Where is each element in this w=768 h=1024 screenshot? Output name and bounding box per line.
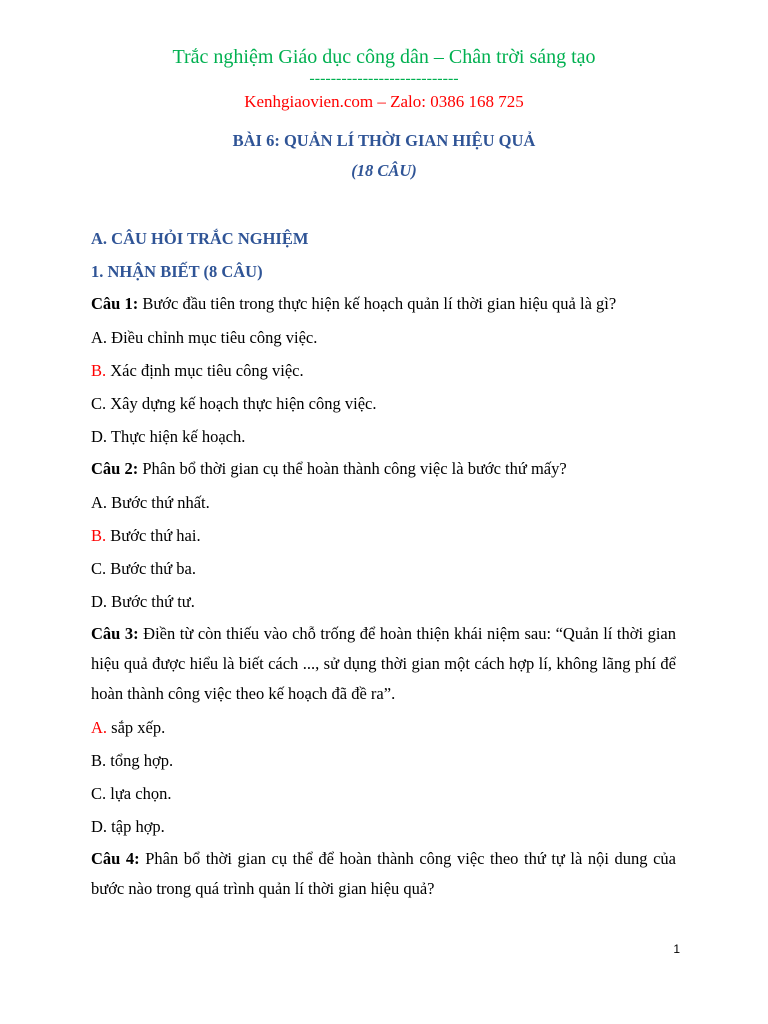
question-text: Điền từ còn thiếu vào chỗ trống để hoàn thiện khái niệm sau: “Quản lí thời gian hiệu quả được hiểu là biết cách ..., sử dụng thời gian một cách hợp lí, không lãng phí để hoàn thành công việc theo kế hoạch đã đề ra”. — [91, 624, 676, 703]
document-body — [91, 222, 676, 906]
option-text: Thực hiện kế hoạch. — [107, 427, 246, 446]
option-3c — [91, 777, 676, 810]
question-text: Bước đầu tiên trong thực hiện kế hoạch quản lí thời gian hiệu quả là gì? — [138, 294, 617, 313]
option-letter: A. — [91, 493, 108, 512]
question-2 — [91, 453, 676, 486]
option-letter: C. — [91, 559, 107, 578]
option-3d — [91, 810, 676, 843]
option-text: tập hợp. — [107, 817, 165, 836]
option-letter: D. — [91, 592, 108, 611]
header-divider: ---------------------------- — [309, 70, 459, 87]
option-letter: C. — [91, 394, 107, 413]
option-text: Xây dựng kế hoạch thực hiện công việc. — [106, 394, 377, 413]
question-text: Phân bổ thời gian cụ thể hoàn thành công việc là bước thứ mấy? — [138, 459, 567, 478]
option-1b — [91, 354, 676, 387]
header-title: Trắc nghiệm Giáo dục công dân – Chân trời sáng tạo — [172, 46, 596, 68]
lesson-title: BÀI 6: QUẢN LÍ THỜI GIAN HIỆU QUẢ — [232, 131, 536, 150]
option-2c — [91, 552, 676, 585]
option-text: Bước thứ tư. — [107, 592, 195, 611]
question-1 — [91, 288, 676, 321]
option-2b — [91, 519, 676, 552]
option-2d — [91, 585, 676, 618]
option-text: sắp xếp. — [107, 718, 166, 737]
option-3a — [91, 711, 676, 744]
option-text: Điều chỉnh mục tiêu công việc. — [107, 328, 318, 347]
option-text: Xác định mục tiêu công việc. — [106, 361, 304, 380]
correct-option-letter: B. — [91, 361, 107, 380]
option-text: Bước thứ hai. — [106, 526, 201, 545]
option-text: tổng hợp. — [106, 751, 174, 770]
option-text: Bước thứ nhất. — [107, 493, 210, 512]
section-heading: A. CÂU HỎI TRẮC NGHIỆM — [91, 229, 309, 248]
option-letter: C. — [91, 784, 107, 803]
question-text: Phân bổ thời gian cụ thể để hoàn thành công việc theo thứ tự là nội dung của bước nào trong quá trình quản lí thời gian hiệu quả? — [91, 849, 676, 898]
option-1d — [91, 420, 676, 453]
lesson-question-count: (18 CÂU) — [351, 161, 417, 180]
page-number: 1 — [673, 942, 680, 956]
question-label: Câu 2: — [91, 459, 139, 478]
option-letter: A. — [91, 328, 108, 347]
option-text: lựa chọn. — [106, 784, 172, 803]
option-letter: D. — [91, 427, 108, 446]
question-label: Câu 4: — [91, 849, 140, 868]
option-1c — [91, 387, 676, 420]
correct-option-letter: B. — [91, 526, 107, 545]
question-label: Câu 1: — [91, 294, 139, 313]
option-2a — [91, 486, 676, 519]
option-letter: D. — [91, 817, 108, 836]
question-4 — [91, 843, 676, 906]
option-3b — [91, 744, 676, 777]
option-1a — [91, 321, 676, 354]
header-contact: Kenhgiaovien.com – Zalo: 0386 168 725 — [244, 92, 524, 111]
option-letter: B. — [91, 751, 107, 770]
section-subheading: 1. NHẬN BIẾT (8 CÂU) — [91, 262, 263, 281]
question-label: Câu 3: — [91, 624, 139, 643]
option-text: Bước thứ ba. — [106, 559, 196, 578]
correct-option-letter: A. — [91, 718, 108, 737]
question-3 — [91, 618, 676, 711]
